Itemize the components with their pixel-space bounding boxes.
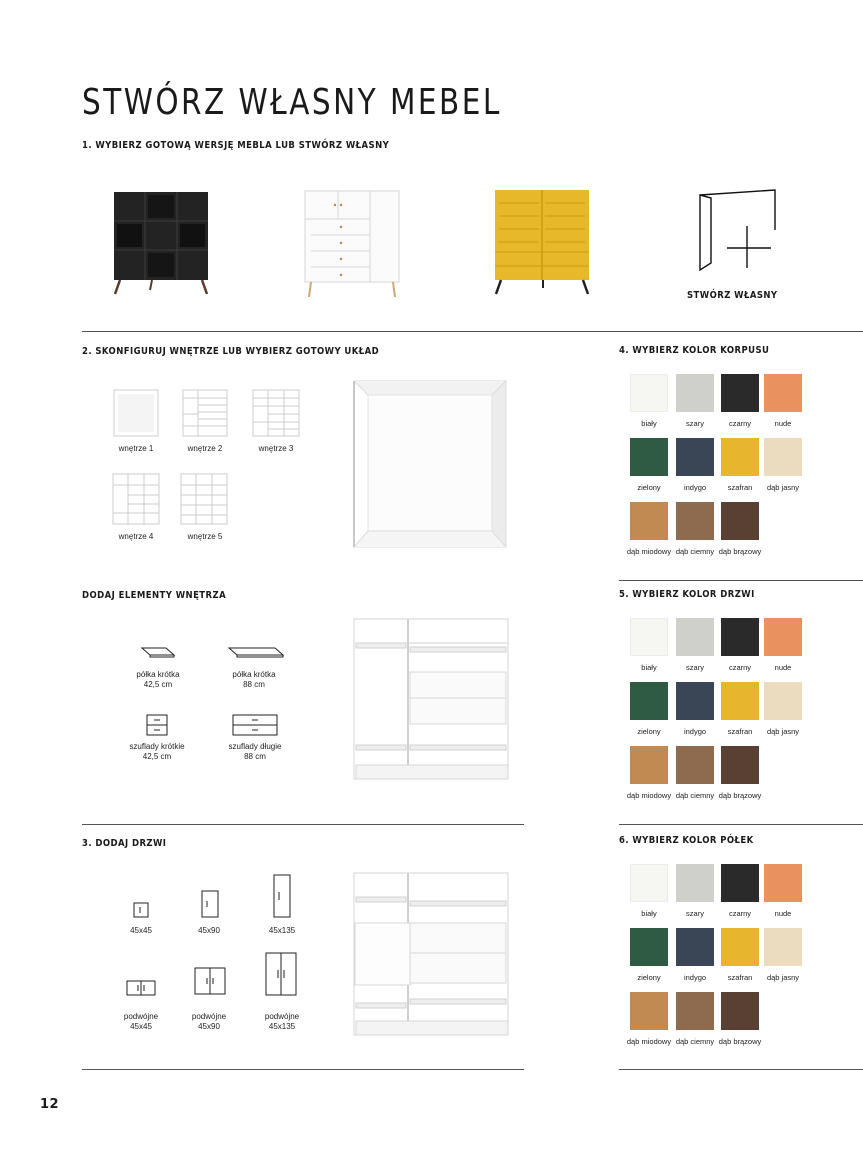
color-swatch[interactable] [630, 682, 668, 720]
color-swatch[interactable] [764, 374, 802, 412]
color-swatch[interactable] [676, 374, 714, 412]
empty-carcass-render [352, 379, 512, 551]
long-shelf-icon[interactable] [227, 645, 287, 659]
color-swatch-label: dąb miodowy [626, 791, 672, 800]
color-swatch-label: dąb brązowy [718, 791, 762, 800]
color-swatch[interactable] [676, 992, 714, 1030]
color-swatch-label: dąb miodowy [626, 1037, 672, 1046]
color-swatch-label: dąb brązowy [718, 1037, 762, 1046]
interior-4-label: wnętrze 4 [118, 532, 154, 541]
interior-4-thumb[interactable] [112, 473, 160, 527]
color-swatch[interactable] [764, 438, 802, 476]
color-swatch-label: szafran [727, 727, 753, 736]
color-swatch[interactable] [630, 746, 668, 784]
color-swatch-label: szafran [727, 973, 753, 982]
double-door-45x45-label: podwójne 45x45 [123, 1012, 159, 1031]
custom-cabinet-outline-icon[interactable] [697, 188, 779, 272]
color-swatch[interactable] [630, 438, 668, 476]
color-swatch-label: dąb jasny [766, 973, 800, 982]
divider [619, 824, 863, 825]
color-panel-heading: 4. WYBIERZ KOLOR KORPUSU [619, 345, 770, 356]
double-door-45x90-label: podwójne 45x90 [191, 1012, 227, 1031]
color-swatch[interactable] [676, 864, 714, 902]
divider [619, 580, 863, 581]
color-swatch[interactable] [676, 438, 714, 476]
color-swatch[interactable] [764, 682, 802, 720]
color-swatch-label: czarny [728, 663, 752, 672]
color-swatch[interactable] [630, 992, 668, 1030]
interior-5-thumb[interactable] [180, 473, 228, 527]
color-swatch-label: czarny [728, 419, 752, 428]
color-swatch-label: nude [774, 419, 792, 428]
page-title: STWÓRZ WŁASNY MEBEL [82, 82, 502, 123]
color-swatch[interactable] [630, 928, 668, 966]
divider [82, 1069, 524, 1070]
create-custom-label[interactable]: STWÓRZ WŁASNY [687, 290, 778, 301]
elements-heading: DODAJ ELEMENTY WNĘTRZA [82, 590, 227, 601]
color-swatch[interactable] [721, 438, 759, 476]
divider [619, 1069, 863, 1070]
door-45x45-icon[interactable] [133, 902, 149, 918]
step2-heading: 2. SKONFIGURUJ WNĘTRZE LUB WYBIERZ GOTOWY UKŁAD [82, 346, 380, 357]
color-swatch[interactable] [721, 682, 759, 720]
color-swatch[interactable] [764, 618, 802, 656]
step3-heading: 3. DODAJ DRZWI [82, 838, 167, 849]
color-swatch-label: indygo [683, 973, 707, 982]
color-swatch-label: nude [774, 663, 792, 672]
color-swatch-label: biały [641, 419, 657, 428]
color-swatch[interactable] [630, 502, 668, 540]
short-shelf-label: półka krótka 42,5 cm [136, 670, 180, 689]
interior-1-thumb[interactable] [113, 389, 159, 439]
long-shelf-label: półka krótka 88 cm [232, 670, 276, 689]
color-swatch-label: szary [686, 909, 704, 918]
color-swatch-label: indygo [683, 483, 707, 492]
color-swatch[interactable] [630, 864, 668, 902]
short-drawers-icon[interactable] [146, 714, 168, 736]
color-swatch-label: dąb ciemny [675, 547, 715, 556]
short-shelf-icon[interactable] [140, 645, 176, 659]
white-cabinet-image[interactable] [303, 189, 403, 299]
interior-1-label: wnętrze 1 [118, 444, 154, 453]
color-swatch[interactable] [676, 682, 714, 720]
color-swatch[interactable] [721, 746, 759, 784]
interior-3-label: wnętrze 3 [258, 444, 294, 453]
color-swatch-label: biały [641, 663, 657, 672]
color-swatch-label: czarny [728, 909, 752, 918]
door-45x90-icon[interactable] [201, 890, 219, 918]
color-swatch-label: dąb ciemny [675, 1037, 715, 1046]
color-swatch[interactable] [764, 928, 802, 966]
door-45x45-label: 45x45 [130, 926, 152, 935]
color-swatch-label: szary [686, 419, 704, 428]
long-drawers-label: szuflady długie 88 cm [228, 742, 282, 761]
color-swatch[interactable] [676, 502, 714, 540]
double-door-45x45-icon[interactable] [126, 980, 156, 996]
door-45x90-label: 45x90 [198, 926, 220, 935]
double-door-45x135-icon[interactable] [265, 952, 297, 996]
step1-heading: 1. WYBIERZ GOTOWĄ WERSJĘ MEBLA LUB STWÓRZ WŁASNY [82, 140, 390, 151]
color-swatch-label: dąb jasny [766, 483, 800, 492]
color-swatch-label: indygo [683, 727, 707, 736]
color-swatch[interactable] [721, 864, 759, 902]
interior-2-label: wnętrze 2 [187, 444, 223, 453]
divider [82, 331, 863, 332]
color-swatch[interactable] [721, 928, 759, 966]
color-swatch[interactable] [721, 992, 759, 1030]
color-swatch-label: biały [641, 909, 657, 918]
page-number: 12 [40, 1097, 60, 1112]
divider [82, 824, 524, 825]
color-swatch[interactable] [676, 618, 714, 656]
color-swatch-label: dąb ciemny [675, 791, 715, 800]
doors-render [352, 871, 512, 1039]
color-swatch-label: szafran [727, 483, 753, 492]
color-swatch-label: dąb miodowy [626, 547, 672, 556]
long-drawers-icon[interactable] [232, 714, 278, 736]
color-panel-heading: 6. WYBIERZ KOLOR PÓŁEK [619, 835, 754, 846]
color-swatch-label: dąb brązowy [718, 547, 762, 556]
color-swatch[interactable] [630, 374, 668, 412]
color-panel-heading: 5. WYBIERZ KOLOR DRZWI [619, 589, 755, 600]
color-swatch-label: zielony [637, 973, 661, 982]
door-45x135-label: 45x135 [268, 926, 296, 935]
color-swatch[interactable] [764, 864, 802, 902]
color-swatch[interactable] [676, 746, 714, 784]
color-swatch[interactable] [721, 618, 759, 656]
double-door-45x135-label: podwójne 45x135 [264, 1012, 300, 1031]
color-swatch[interactable] [676, 928, 714, 966]
short-drawers-label: szuflady krótkie 42,5 cm [129, 742, 185, 761]
color-swatch-label: zielony [637, 483, 661, 492]
black-cabinet-image[interactable] [112, 190, 212, 296]
color-swatch[interactable] [721, 502, 759, 540]
interior-2-thumb[interactable] [182, 389, 228, 439]
color-swatch-label: nude [774, 909, 792, 918]
interior-5-label: wnętrze 5 [187, 532, 223, 541]
color-swatch-label: szary [686, 663, 704, 672]
color-swatch[interactable] [721, 374, 759, 412]
color-swatch-label: dąb jasny [766, 727, 800, 736]
color-swatch[interactable] [630, 618, 668, 656]
interior-3-thumb[interactable] [252, 389, 300, 439]
yellow-cabinet-image[interactable] [493, 188, 593, 296]
interior-elements-render [352, 617, 512, 782]
door-45x135-icon[interactable] [273, 874, 291, 918]
double-door-45x90-icon[interactable] [194, 967, 226, 995]
color-swatch-label: zielony [637, 727, 661, 736]
